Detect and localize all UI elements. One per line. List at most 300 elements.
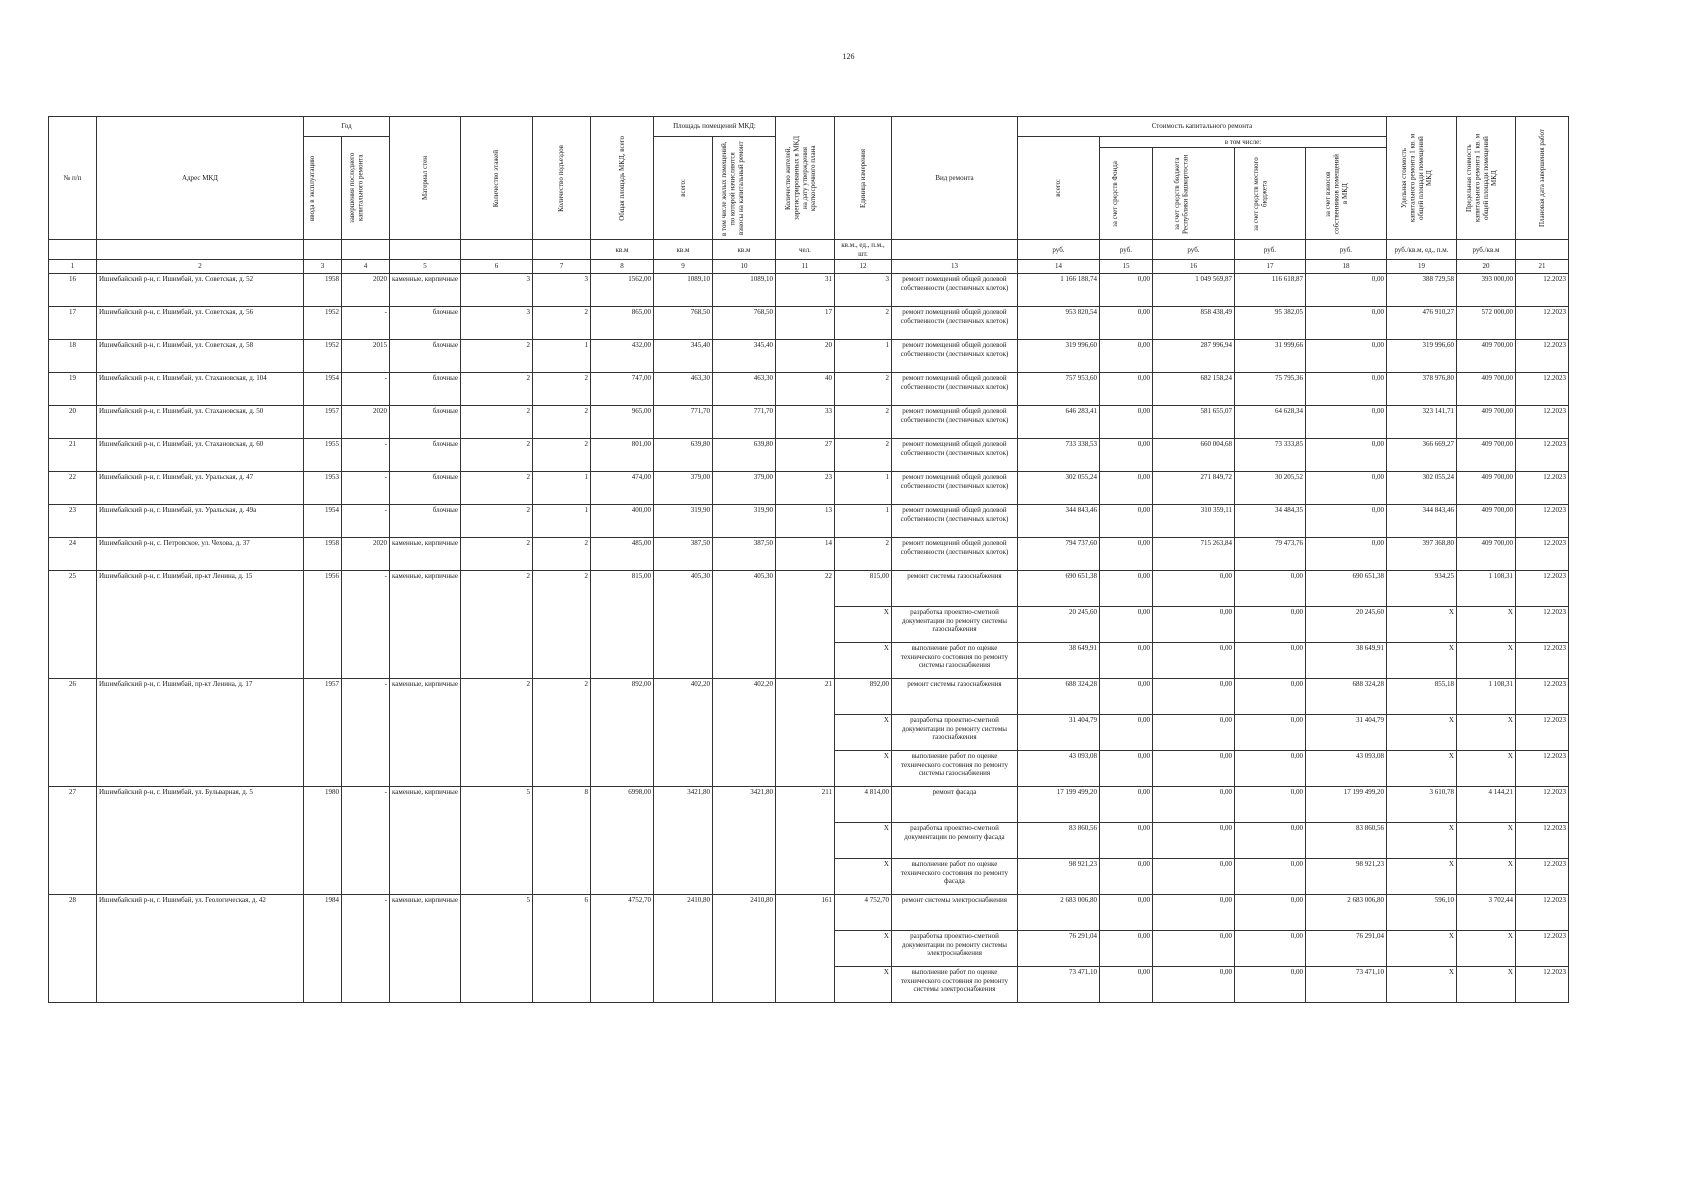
row-wall-material: каменные, кирпичные bbox=[390, 787, 461, 895]
row-cost-c20: 409 700,00 bbox=[1456, 538, 1515, 571]
row-repair-type: ремонт помещений общей долевой собственности (лестничных клеток) bbox=[891, 307, 1017, 340]
row-residents: 21 bbox=[775, 679, 834, 787]
row-entrances: 2 bbox=[532, 439, 590, 472]
row-plan-date: 12.2023 bbox=[1515, 859, 1568, 895]
row-cost-c20: X bbox=[1456, 967, 1515, 1003]
row-cost-c18: 2 683 006,80 bbox=[1305, 895, 1386, 931]
header-limit-cost: Предельная стоимость капитального ремонта 1 кв. м общей площади помещений МКД bbox=[1456, 117, 1515, 240]
row-cost-c19: 934,25 bbox=[1386, 571, 1456, 607]
row-cost-c16: 271 849,72 bbox=[1152, 472, 1234, 505]
row-total-area: 965,00 bbox=[590, 406, 653, 439]
row-cost-c17: 30 205,52 bbox=[1234, 472, 1305, 505]
row-cost-c18: 31 404,79 bbox=[1305, 715, 1386, 751]
row-cost-c15: 0,00 bbox=[1099, 787, 1152, 823]
row-cost-c20: 3 702,44 bbox=[1456, 895, 1515, 931]
row-cost-c17: 0,00 bbox=[1234, 967, 1305, 1003]
column-index-cell: 7 bbox=[532, 260, 590, 274]
row-cost-c14: 319 996,60 bbox=[1017, 340, 1099, 373]
row-cost-c14: 31 404,79 bbox=[1017, 715, 1099, 751]
row-entrances: 1 bbox=[532, 505, 590, 538]
row-cost-c16: 0,00 bbox=[1152, 715, 1234, 751]
row-unit: X bbox=[834, 715, 891, 751]
row-plan-date: 12.2023 bbox=[1515, 505, 1568, 538]
row-number: 19 bbox=[49, 373, 97, 406]
row-cost-c18: 0,00 bbox=[1305, 373, 1386, 406]
row-address: Ишимбайский р-н, г. Ишимбай, ул. Уральская, д. 49а bbox=[97, 505, 304, 538]
row-residents: 27 bbox=[775, 439, 834, 472]
column-index-cell: 1 bbox=[49, 260, 97, 274]
row-address: Ишимбайский р-н, г. Ишимбай, ул. Советская, д. 52 bbox=[97, 274, 304, 307]
row-total-area: 6998,00 bbox=[590, 787, 653, 895]
row-cost-c15: 0,00 bbox=[1099, 751, 1152, 787]
unit-cell: кв.м., ед., п.м., шт. bbox=[834, 240, 891, 260]
row-entrances: 2 bbox=[532, 373, 590, 406]
row-year-last-repair: - bbox=[342, 571, 390, 679]
row-residents: 23 bbox=[775, 472, 834, 505]
row-cost-c18: 83 860,56 bbox=[1305, 823, 1386, 859]
row-cost-c16: 0,00 bbox=[1152, 787, 1234, 823]
row-repair-type: разработка проектно-сметной документации по ремонту фасада bbox=[891, 823, 1017, 859]
row-cost-c18: 20 245,60 bbox=[1305, 607, 1386, 643]
row-cost-c20: X bbox=[1456, 931, 1515, 967]
row-number: 25 bbox=[49, 571, 97, 679]
table-row bbox=[49, 679, 1569, 715]
row-floors: 2 bbox=[460, 373, 532, 406]
row-cost-c19: 397 368,80 bbox=[1386, 538, 1456, 571]
row-cost-c14: 20 245,60 bbox=[1017, 607, 1099, 643]
row-cost-c20: 409 700,00 bbox=[1456, 373, 1515, 406]
row-plan-date: 12.2023 bbox=[1515, 439, 1568, 472]
row-year-commission: 1957 bbox=[304, 679, 342, 787]
unit-cell: кв.м bbox=[712, 240, 775, 260]
table-row bbox=[49, 274, 1569, 307]
row-repair-type: ремонт помещений общей долевой собственности (лестничных клеток) bbox=[891, 340, 1017, 373]
unit-cell bbox=[342, 240, 390, 260]
row-cost-c15: 0,00 bbox=[1099, 823, 1152, 859]
repair-plan-table bbox=[48, 116, 1569, 1003]
column-index-cell: 17 bbox=[1234, 260, 1305, 274]
row-unit: 2 bbox=[834, 439, 891, 472]
row-cost-c15: 0,00 bbox=[1099, 715, 1152, 751]
row-wall-material: блочные bbox=[390, 439, 461, 472]
row-year-last-repair: 2020 bbox=[342, 406, 390, 439]
row-cost-c14: 733 338,53 bbox=[1017, 439, 1099, 472]
row-cost-c14: 646 283,41 bbox=[1017, 406, 1099, 439]
row-cost-c15: 0,00 bbox=[1099, 895, 1152, 931]
header-year-last-repair: завершения последнего капитального ремонта bbox=[342, 137, 390, 240]
unit-cell bbox=[1515, 240, 1568, 260]
row-premises-all: 3421,80 bbox=[653, 787, 712, 895]
header-entrances: Количество подъездов bbox=[532, 117, 590, 240]
row-cost-c16: 0,00 bbox=[1152, 895, 1234, 931]
row-cost-c17: 0,00 bbox=[1234, 607, 1305, 643]
row-year-last-repair: 2020 bbox=[342, 274, 390, 307]
row-cost-c14: 73 471,10 bbox=[1017, 967, 1099, 1003]
row-number: 26 bbox=[49, 679, 97, 787]
row-unit: 4 814,00 bbox=[834, 787, 891, 823]
row-cost-c14: 690 651,38 bbox=[1017, 571, 1099, 607]
column-index-cell: 12 bbox=[834, 260, 891, 274]
column-index-cell: 6 bbox=[460, 260, 532, 274]
row-floors: 5 bbox=[460, 895, 532, 1003]
row-cost-c14: 38 649,91 bbox=[1017, 643, 1099, 679]
row-entrances: 8 bbox=[532, 787, 590, 895]
row-year-last-repair: 2015 bbox=[342, 340, 390, 373]
row-floors: 2 bbox=[460, 538, 532, 571]
row-cost-c17: 34 484,35 bbox=[1234, 505, 1305, 538]
row-cost-c16: 1 049 569,87 bbox=[1152, 274, 1234, 307]
row-premises-common: 768,50 bbox=[712, 307, 775, 340]
row-cost-c20: X bbox=[1456, 859, 1515, 895]
row-address: Ишимбайский р-н, с. Петровское, ул. Чехова, д. 37 bbox=[97, 538, 304, 571]
unit-cell: кв.м bbox=[653, 240, 712, 260]
row-premises-common: 639,80 bbox=[712, 439, 775, 472]
header-repair-type: Вид ремонта bbox=[891, 117, 1017, 240]
row-year-commission: 1955 bbox=[304, 439, 342, 472]
row-repair-type: ремонт системы газоснабжения bbox=[891, 679, 1017, 715]
row-cost-c16: 0,00 bbox=[1152, 823, 1234, 859]
row-unit: X bbox=[834, 751, 891, 787]
row-entrances: 2 bbox=[532, 571, 590, 679]
row-cost-c20: X bbox=[1456, 607, 1515, 643]
row-plan-date: 12.2023 bbox=[1515, 340, 1568, 373]
row-premises-all: 405,30 bbox=[653, 571, 712, 679]
row-cost-c18: 0,00 bbox=[1305, 472, 1386, 505]
row-unit: 1 bbox=[834, 505, 891, 538]
row-cost-c14: 1 166 188,74 bbox=[1017, 274, 1099, 307]
row-cost-c16: 682 158,24 bbox=[1152, 373, 1234, 406]
row-year-last-repair: - bbox=[342, 373, 390, 406]
row-unit: 2 bbox=[834, 406, 891, 439]
header-premises-group: Площадь помещений МКД: bbox=[653, 117, 775, 137]
row-number: 24 bbox=[49, 538, 97, 571]
row-plan-date: 12.2023 bbox=[1515, 538, 1568, 571]
row-cost-c19: X bbox=[1386, 823, 1456, 859]
row-premises-all: 319,90 bbox=[653, 505, 712, 538]
header-owners: за счет взносов собственников помещений в МКД bbox=[1305, 148, 1386, 240]
column-index-cell: 18 bbox=[1305, 260, 1386, 274]
row-cost-c19: 388 729,58 bbox=[1386, 274, 1456, 307]
row-floors: 5 bbox=[460, 787, 532, 895]
row-cost-c18: 0,00 bbox=[1305, 538, 1386, 571]
row-cost-c20: X bbox=[1456, 751, 1515, 787]
row-cost-c19: X bbox=[1386, 859, 1456, 895]
header-address: Адрес МКД bbox=[97, 117, 304, 240]
row-cost-c15: 0,00 bbox=[1099, 967, 1152, 1003]
row-cost-c20: 1 108,31 bbox=[1456, 679, 1515, 715]
header-premises-common: в том числе жилых помещений, по которой начисляются взносы на капитальный ремонт bbox=[712, 137, 775, 240]
header-cost-group: Стоимость капитального ремонта bbox=[1017, 117, 1386, 137]
row-repair-type: ремонт системы электроснабжения bbox=[891, 895, 1017, 931]
row-plan-date: 12.2023 bbox=[1515, 931, 1568, 967]
row-year-commission: 1957 bbox=[304, 406, 342, 439]
row-cost-c20: 409 700,00 bbox=[1456, 472, 1515, 505]
row-cost-c16: 0,00 bbox=[1152, 679, 1234, 715]
row-cost-c14: 83 860,56 bbox=[1017, 823, 1099, 859]
row-cost-c17: 75 795,36 bbox=[1234, 373, 1305, 406]
row-cost-c16: 310 359,11 bbox=[1152, 505, 1234, 538]
row-year-last-repair: - bbox=[342, 439, 390, 472]
header-local-budget: за счет средств местного бюджета bbox=[1234, 148, 1305, 240]
unit-cell bbox=[891, 240, 1017, 260]
row-cost-c17: 0,00 bbox=[1234, 823, 1305, 859]
row-year-commission: 1952 bbox=[304, 340, 342, 373]
row-repair-type: разработка проектно-сметной документации по ремонту системы электроснабжения bbox=[891, 931, 1017, 967]
row-cost-c17: 0,00 bbox=[1234, 751, 1305, 787]
header-including: в том числе: bbox=[1099, 137, 1386, 148]
row-number: 16 bbox=[49, 274, 97, 307]
row-cost-c19: 476 910,27 bbox=[1386, 307, 1456, 340]
row-cost-c18: 0,00 bbox=[1305, 406, 1386, 439]
row-total-area: 1562,00 bbox=[590, 274, 653, 307]
row-floors: 2 bbox=[460, 505, 532, 538]
header-unit: Единица измерения bbox=[834, 117, 891, 240]
row-cost-c14: 17 199 499,20 bbox=[1017, 787, 1099, 823]
column-index-cell: 21 bbox=[1515, 260, 1568, 274]
unit-cell: руб. bbox=[1234, 240, 1305, 260]
row-premises-all: 402,20 bbox=[653, 679, 712, 787]
row-plan-date: 12.2023 bbox=[1515, 643, 1568, 679]
row-cost-c16: 660 004,68 bbox=[1152, 439, 1234, 472]
row-premises-all: 387,50 bbox=[653, 538, 712, 571]
row-cost-c19: 855,18 bbox=[1386, 679, 1456, 715]
units-row bbox=[49, 240, 1569, 260]
row-residents: 40 bbox=[775, 373, 834, 406]
header-wall-material: Материал стен bbox=[390, 117, 461, 240]
row-repair-type: ремонт помещений общей долевой собственности (лестничных клеток) bbox=[891, 406, 1017, 439]
row-cost-c15: 0,00 bbox=[1099, 571, 1152, 607]
row-year-commission: 1954 bbox=[304, 505, 342, 538]
row-number: 17 bbox=[49, 307, 97, 340]
row-plan-date: 12.2023 bbox=[1515, 373, 1568, 406]
row-cost-c17: 0,00 bbox=[1234, 715, 1305, 751]
row-entrances: 3 bbox=[532, 274, 590, 307]
row-residents: 14 bbox=[775, 538, 834, 571]
row-total-area: 892,00 bbox=[590, 679, 653, 787]
row-cost-c18: 76 291,04 bbox=[1305, 931, 1386, 967]
row-floors: 2 bbox=[460, 472, 532, 505]
unit-cell bbox=[97, 240, 304, 260]
column-index-row bbox=[49, 260, 1569, 274]
row-year-commission: 1980 bbox=[304, 787, 342, 895]
row-cost-c20: 409 700,00 bbox=[1456, 505, 1515, 538]
row-plan-date: 12.2023 bbox=[1515, 406, 1568, 439]
table-row bbox=[49, 505, 1569, 538]
row-total-area: 485,00 bbox=[590, 538, 653, 571]
row-repair-type: выполнение работ по оценке технического состояния по ремонту фасада bbox=[891, 859, 1017, 895]
table-row bbox=[49, 472, 1569, 505]
row-cost-c20: X bbox=[1456, 823, 1515, 859]
row-floors: 3 bbox=[460, 307, 532, 340]
row-wall-material: каменные, кирпичные bbox=[390, 538, 461, 571]
unit-cell bbox=[49, 240, 97, 260]
row-cost-c18: 0,00 bbox=[1305, 505, 1386, 538]
row-premises-all: 379,00 bbox=[653, 472, 712, 505]
row-cost-c17: 73 333,85 bbox=[1234, 439, 1305, 472]
row-cost-c16: 287 996,94 bbox=[1152, 340, 1234, 373]
row-year-last-repair: - bbox=[342, 472, 390, 505]
row-cost-c19: X bbox=[1386, 607, 1456, 643]
row-year-last-repair: - bbox=[342, 787, 390, 895]
row-year-last-repair: - bbox=[342, 307, 390, 340]
row-premises-all: 771,70 bbox=[653, 406, 712, 439]
row-number: 27 bbox=[49, 787, 97, 895]
row-cost-c17: 116 618,87 bbox=[1234, 274, 1305, 307]
row-year-commission: 1952 bbox=[304, 307, 342, 340]
unit-cell: руб. bbox=[1099, 240, 1152, 260]
row-cost-c16: 0,00 bbox=[1152, 859, 1234, 895]
row-cost-c17: 64 628,34 bbox=[1234, 406, 1305, 439]
row-premises-common: 1089,10 bbox=[712, 274, 775, 307]
row-total-area: 474,00 bbox=[590, 472, 653, 505]
row-wall-material: блочные bbox=[390, 505, 461, 538]
row-repair-type: выполнение работ по оценке технического состояния по ремонту системы газоснабжения bbox=[891, 643, 1017, 679]
row-cost-c15: 0,00 bbox=[1099, 472, 1152, 505]
header-plan-date: Плановая дата завершения работ bbox=[1515, 117, 1568, 240]
row-unit: 3 bbox=[834, 274, 891, 307]
row-entrances: 6 bbox=[532, 895, 590, 1003]
row-cost-c15: 0,00 bbox=[1099, 439, 1152, 472]
row-unit: 2 bbox=[834, 373, 891, 406]
row-unit: 1 bbox=[834, 340, 891, 373]
row-cost-c19: X bbox=[1386, 931, 1456, 967]
row-unit: 892,00 bbox=[834, 679, 891, 715]
table-row bbox=[49, 340, 1569, 373]
row-cost-c19: 319 996,60 bbox=[1386, 340, 1456, 373]
row-cost-c18: 98 921,23 bbox=[1305, 859, 1386, 895]
row-cost-c17: 0,00 bbox=[1234, 643, 1305, 679]
row-entrances: 1 bbox=[532, 340, 590, 373]
row-cost-c20: X bbox=[1456, 643, 1515, 679]
row-repair-type: разработка проектно-сметной документации по ремонту системы газоснабжения bbox=[891, 607, 1017, 643]
row-residents: 13 bbox=[775, 505, 834, 538]
row-cost-c16: 581 655,07 bbox=[1152, 406, 1234, 439]
row-floors: 2 bbox=[460, 571, 532, 679]
page-number: 126 bbox=[842, 52, 855, 61]
row-address: Ишимбайский р-н, г. Ишимбай, ул. Стахановская, д. 50 bbox=[97, 406, 304, 439]
row-repair-type: ремонт помещений общей долевой собственности (лестничных клеток) bbox=[891, 538, 1017, 571]
row-cost-c19: 302 055,24 bbox=[1386, 472, 1456, 505]
column-index-cell: 10 bbox=[712, 260, 775, 274]
row-cost-c19: 344 843,46 bbox=[1386, 505, 1456, 538]
row-year-commission: 1954 bbox=[304, 373, 342, 406]
row-cost-c18: 43 093,08 bbox=[1305, 751, 1386, 787]
row-plan-date: 12.2023 bbox=[1515, 751, 1568, 787]
table-row bbox=[49, 406, 1569, 439]
row-cost-c20: 409 700,00 bbox=[1456, 406, 1515, 439]
row-plan-date: 12.2023 bbox=[1515, 274, 1568, 307]
row-cost-c20: 409 700,00 bbox=[1456, 340, 1515, 373]
row-unit: X bbox=[834, 967, 891, 1003]
row-cost-c16: 715 263,84 bbox=[1152, 538, 1234, 571]
row-residents: 17 bbox=[775, 307, 834, 340]
row-wall-material: каменные, кирпичные bbox=[390, 679, 461, 787]
row-total-area: 4752,70 bbox=[590, 895, 653, 1003]
row-number: 23 bbox=[49, 505, 97, 538]
row-cost-c15: 0,00 bbox=[1099, 643, 1152, 679]
header-residents: Количество жителей, зарегистрированных в МКД на дату утверждения краткосрочного плана bbox=[775, 117, 834, 240]
row-repair-type: выполнение работ по оценке технического состояния по ремонту системы электроснабжения bbox=[891, 967, 1017, 1003]
row-premises-all: 345,40 bbox=[653, 340, 712, 373]
row-unit: X bbox=[834, 931, 891, 967]
row-cost-c20: 4 144,21 bbox=[1456, 787, 1515, 823]
row-cost-c19: 378 976,80 bbox=[1386, 373, 1456, 406]
row-cost-c19: X bbox=[1386, 643, 1456, 679]
row-repair-type: ремонт фасада bbox=[891, 787, 1017, 823]
row-cost-c15: 0,00 bbox=[1099, 607, 1152, 643]
unit-cell: руб. bbox=[1305, 240, 1386, 260]
row-address: Ишимбайский р-н, г. Ишимбай, ул. Стахановская, д. 60 bbox=[97, 439, 304, 472]
row-cost-c19: 323 141,71 bbox=[1386, 406, 1456, 439]
row-cost-c15: 0,00 bbox=[1099, 505, 1152, 538]
row-cost-c19: 3 610,78 bbox=[1386, 787, 1456, 823]
row-cost-c18: 688 324,28 bbox=[1305, 679, 1386, 715]
table-header bbox=[49, 117, 1569, 274]
table-row bbox=[49, 787, 1569, 823]
row-total-area: 815,00 bbox=[590, 571, 653, 679]
row-cost-c14: 344 843,46 bbox=[1017, 505, 1099, 538]
row-cost-c19: X bbox=[1386, 715, 1456, 751]
column-index-cell: 15 bbox=[1099, 260, 1152, 274]
row-floors: 2 bbox=[460, 679, 532, 787]
row-residents: 22 bbox=[775, 571, 834, 679]
row-cost-c14: 98 921,23 bbox=[1017, 859, 1099, 895]
header-year-group: Год bbox=[304, 117, 390, 137]
row-repair-type: ремонт помещений общей долевой собственности (лестничных клеток) bbox=[891, 274, 1017, 307]
row-cost-c18: 17 199 499,20 bbox=[1305, 787, 1386, 823]
row-cost-c15: 0,00 bbox=[1099, 406, 1152, 439]
row-year-commission: 1956 bbox=[304, 571, 342, 679]
row-cost-c16: 0,00 bbox=[1152, 931, 1234, 967]
row-number: 21 bbox=[49, 439, 97, 472]
row-residents: 33 bbox=[775, 406, 834, 439]
row-cost-c16: 0,00 bbox=[1152, 643, 1234, 679]
table-row bbox=[49, 439, 1569, 472]
column-index-cell: 3 bbox=[304, 260, 342, 274]
row-cost-c15: 0,00 bbox=[1099, 679, 1152, 715]
row-wall-material: каменные, кирпичные bbox=[390, 274, 461, 307]
table-row bbox=[49, 307, 1569, 340]
row-year-commission: 1958 bbox=[304, 274, 342, 307]
row-cost-c14: 953 820,54 bbox=[1017, 307, 1099, 340]
row-address: Ишимбайский р-н, г. Ишимбай, ул. Уральская, д. 47 bbox=[97, 472, 304, 505]
row-plan-date: 12.2023 bbox=[1515, 895, 1568, 931]
row-cost-c17: 0,00 bbox=[1234, 679, 1305, 715]
row-cost-c20: 409 700,00 bbox=[1456, 439, 1515, 472]
row-wall-material: блочные bbox=[390, 406, 461, 439]
unit-cell: руб. bbox=[1152, 240, 1234, 260]
row-residents: 211 bbox=[775, 787, 834, 895]
row-premises-common: 387,50 bbox=[712, 538, 775, 571]
row-total-area: 747,00 bbox=[590, 373, 653, 406]
row-total-area: 432,00 bbox=[590, 340, 653, 373]
row-cost-c18: 73 471,10 bbox=[1305, 967, 1386, 1003]
row-cost-c18: 38 649,91 bbox=[1305, 643, 1386, 679]
unit-cell: руб./кв.м, ед., п.м. bbox=[1386, 240, 1456, 260]
row-unit: 4 752,70 bbox=[834, 895, 891, 931]
row-premises-all: 1089,10 bbox=[653, 274, 712, 307]
row-number: 18 bbox=[49, 340, 97, 373]
row-premises-common: 402,20 bbox=[712, 679, 775, 787]
row-premises-common: 463,30 bbox=[712, 373, 775, 406]
row-wall-material: каменные, кирпичные bbox=[390, 571, 461, 679]
row-year-commission: 1958 bbox=[304, 538, 342, 571]
column-index-cell: 13 bbox=[891, 260, 1017, 274]
row-floors: 2 bbox=[460, 340, 532, 373]
row-entrances: 2 bbox=[532, 307, 590, 340]
row-address: Ишимбайский р-н, г. Ишимбай, пр-кт Ленина, д. 15 bbox=[97, 571, 304, 679]
row-plan-date: 12.2023 bbox=[1515, 679, 1568, 715]
